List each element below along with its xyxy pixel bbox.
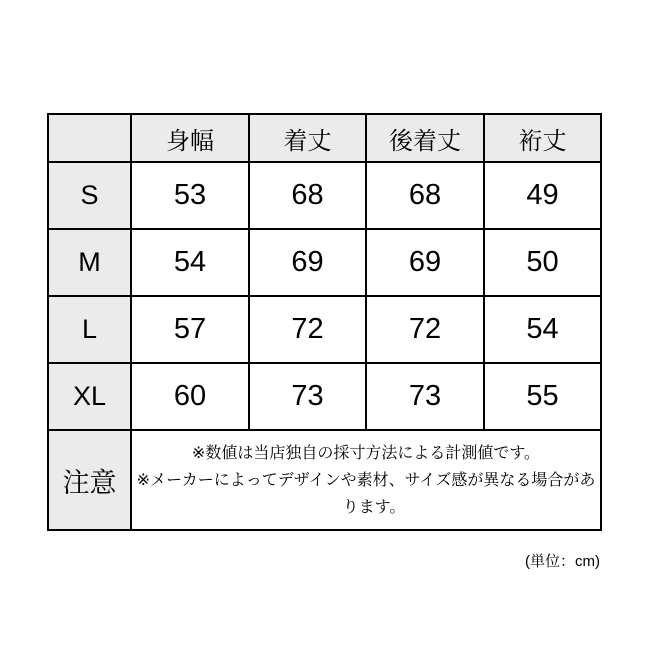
data-cell: 49 xyxy=(484,162,601,229)
data-cell: 73 xyxy=(366,363,484,430)
corner-cell xyxy=(48,114,131,162)
row-label-m: M xyxy=(48,229,131,296)
data-cell: 50 xyxy=(484,229,601,296)
note-cell xyxy=(131,430,601,530)
data-cell: 54 xyxy=(131,229,249,296)
data-cell: 68 xyxy=(366,162,484,229)
row-label-s: S xyxy=(48,162,131,229)
header-row xyxy=(48,114,601,162)
row-label-xl: XL xyxy=(48,363,131,430)
table-row-s xyxy=(48,162,601,229)
data-cell: 60 xyxy=(131,363,249,430)
table-row-xl xyxy=(48,363,601,430)
data-cell: 68 xyxy=(249,162,366,229)
note-row-label: 注意 xyxy=(48,430,131,530)
data-cell: 53 xyxy=(131,162,249,229)
data-cell: 55 xyxy=(484,363,601,430)
column-header-length: 着丈 xyxy=(249,114,366,162)
data-cell: 73 xyxy=(249,363,366,430)
row-label-l: L xyxy=(48,296,131,363)
column-header-body-width: 身幅 xyxy=(131,114,249,162)
table-row-l xyxy=(48,296,601,363)
data-cell: 69 xyxy=(366,229,484,296)
table-row-m xyxy=(48,229,601,296)
size-chart-table xyxy=(47,113,602,531)
note-line-measurement: ※数値は当店独自の採寸方法による計測値です。 xyxy=(191,444,541,462)
column-header-back-length: 後着丈 xyxy=(366,114,484,162)
data-cell: 69 xyxy=(249,229,366,296)
note-row xyxy=(48,430,601,530)
data-cell: 72 xyxy=(249,296,366,363)
size-chart-container xyxy=(47,113,600,570)
data-cell: 57 xyxy=(131,296,249,363)
note-line-maker: ※メーカーによってデザインや素材、サイズ感が異なる場合があります。 xyxy=(136,471,596,516)
data-cell: 72 xyxy=(366,296,484,363)
data-cell: 54 xyxy=(484,296,601,363)
column-header-sleeve-length: 裄丈 xyxy=(484,114,601,162)
unit-caption: (単位：cm) xyxy=(525,553,600,570)
